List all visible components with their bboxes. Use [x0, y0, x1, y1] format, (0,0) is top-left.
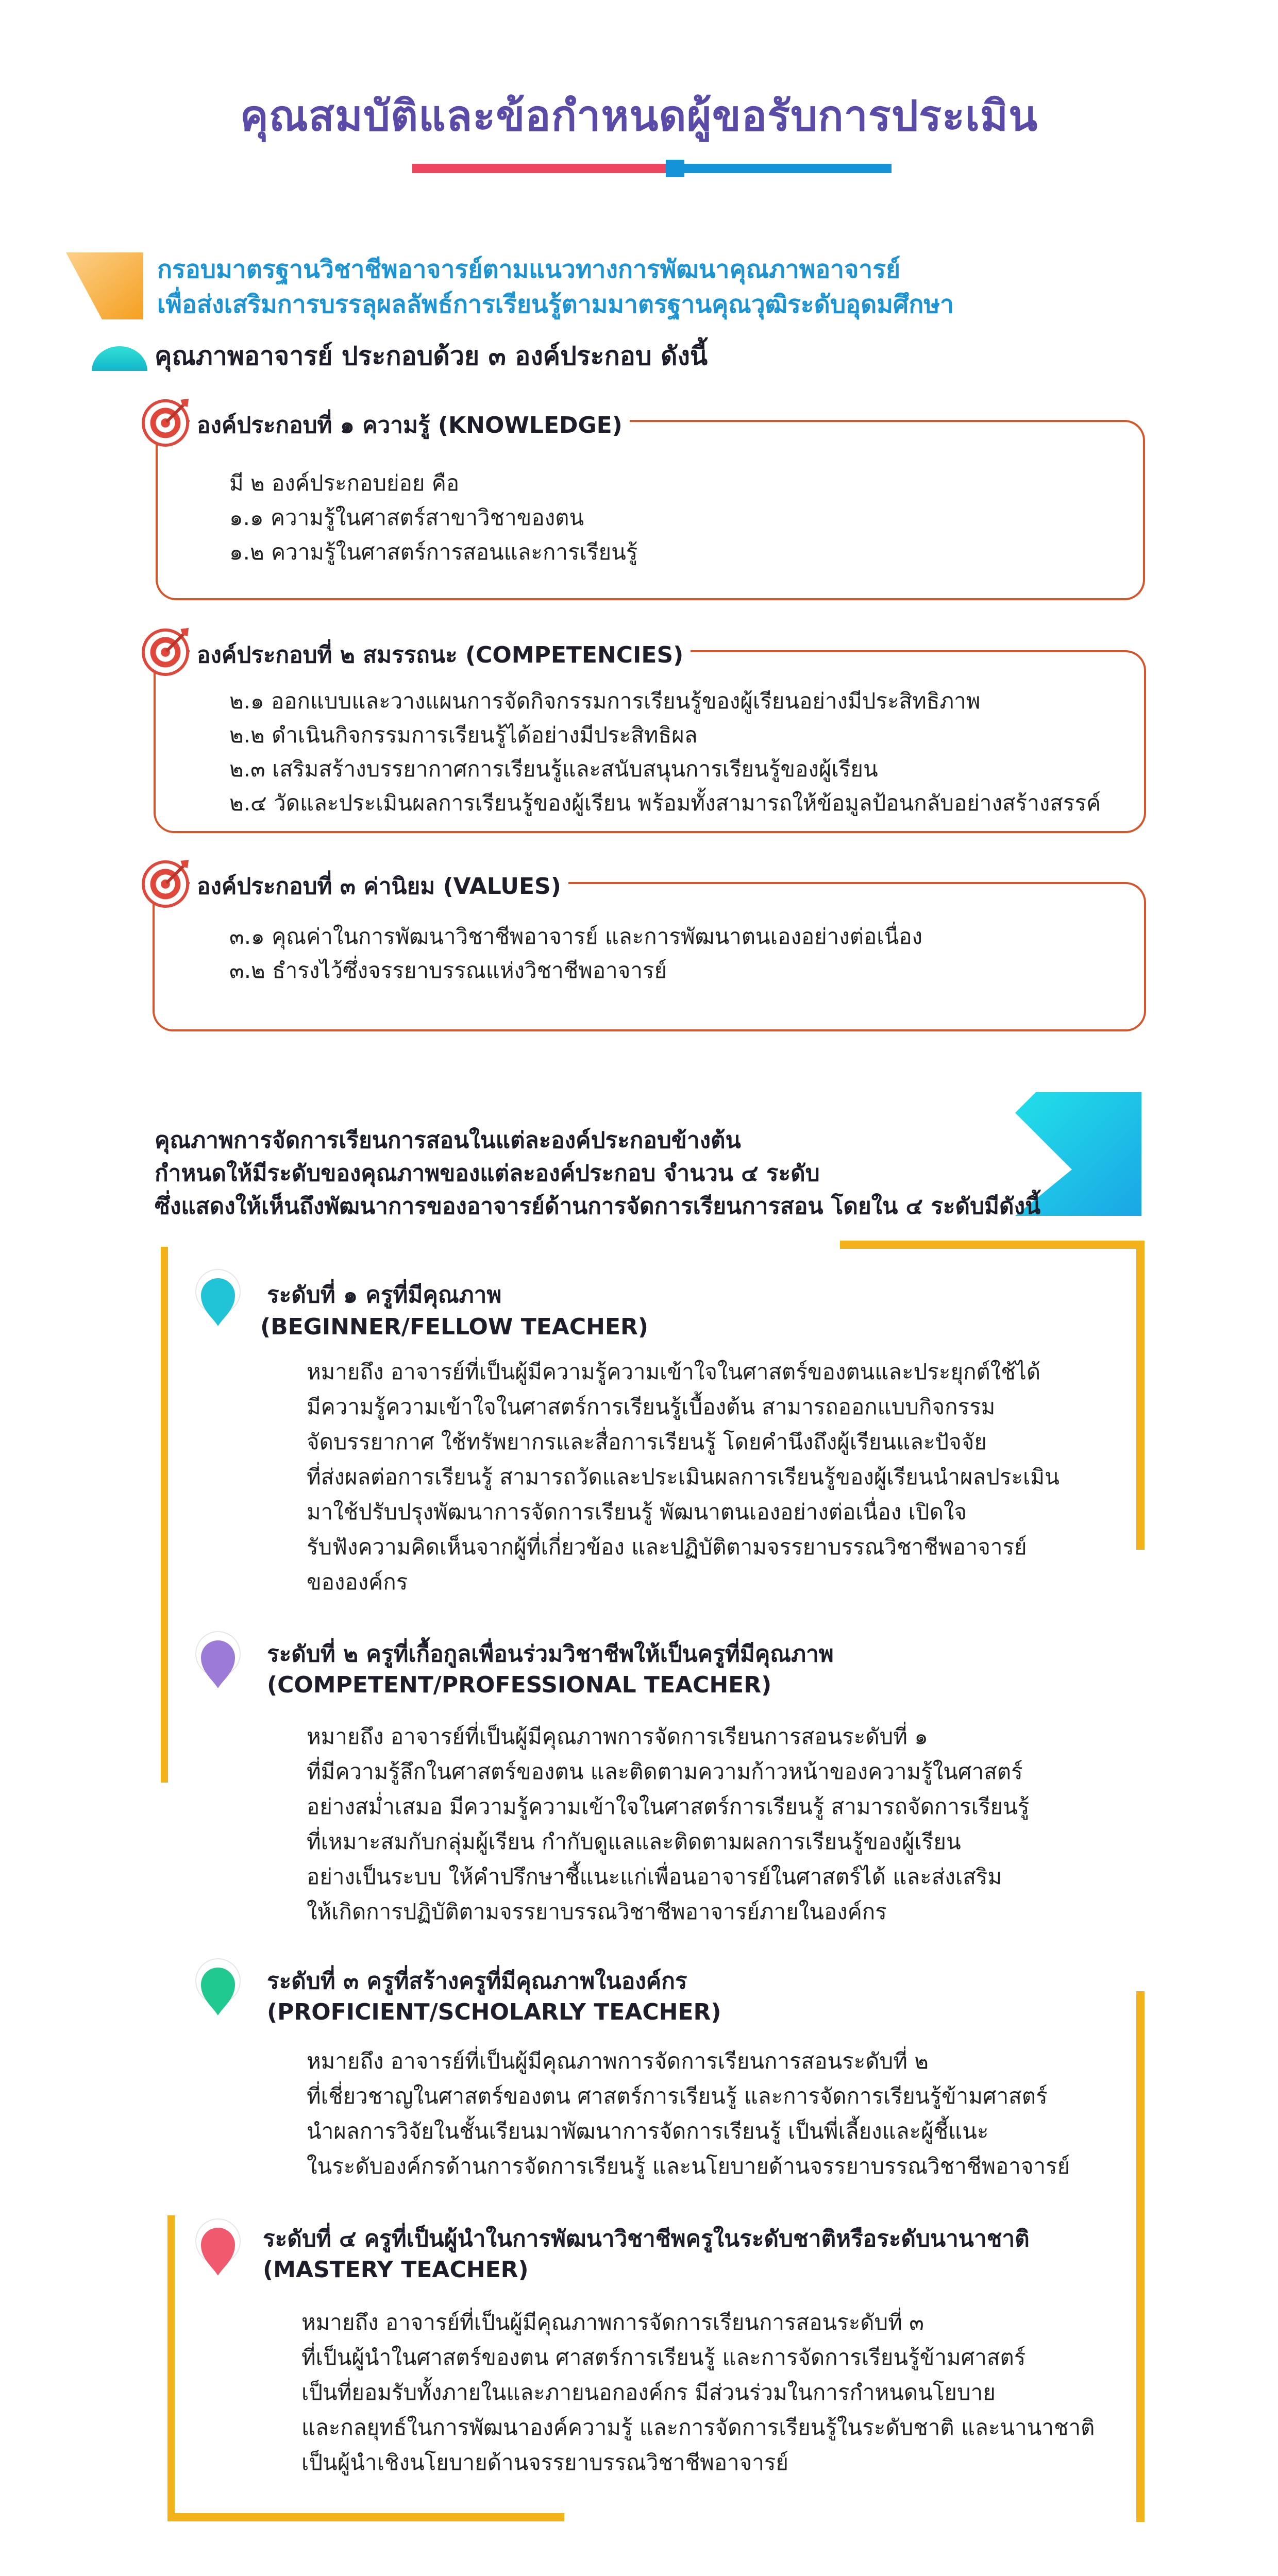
- target-icon: [140, 858, 191, 908]
- target-icon: [140, 397, 191, 447]
- level-3-line-1: หมายถึง อาจารย์ที่เป็นผู้มีคุณภาพการจัดการเรียนการสอนระดับที่ ๒: [307, 2048, 929, 2074]
- yellow-bracket-top: [840, 1241, 1144, 1249]
- quality-paragraph-line-1: คุณภาพการจัดการเรียนการสอนในแต่ละองค์ประกอบข้างต้น: [155, 1127, 741, 1154]
- orange-flag-icon: [66, 252, 143, 319]
- framework-line-1: กรอบมาตรฐานวิชาชีพอาจารย์ตามแนวทางการพัฒนาคุณภาพอาจารย์: [157, 255, 901, 284]
- level-3-title: ระดับที่ ๓ ครูที่สร้างครูที่มีคุณภาพในองค์กร: [267, 1968, 687, 1994]
- yellow-bracket-left-bottom: [167, 2215, 175, 2519]
- red-pin-icon: [195, 2218, 241, 2280]
- level-1-line-3: จัดบรรยากาศ ใช้ทรัพยากรและสื่อการเรียนรู้ โดยคำนึงถึงผู้เรียนและปัจจัย: [307, 1429, 987, 1454]
- level-3-subtitle: (PROFICIENT/SCHOLARLY TEACHER): [267, 1999, 721, 2025]
- green-pin-icon: [195, 1958, 241, 2020]
- level-2-line-4: ที่เหมาะสมกับกลุ่มผู้เรียน กำกับดูแลและติดตามผลการเรียนรู้ของผู้เรียน: [307, 1829, 961, 1854]
- level-1-line-1: หมายถึง อาจารย์ที่เป็นผู้มีความรู้ความเข้าใจในศาสตร์ของตนและประยุกต์ใช้ได้: [307, 1359, 1041, 1384]
- level-4-line-5: เป็นผู้นำเชิงนโยบายด้านจรรยาบรรณวิชาชีพอาจารย์: [301, 2450, 788, 2475]
- yellow-bracket-right-top: [1136, 1241, 1145, 1550]
- level-3-line-4: ในระดับองค์กรด้านการจัดการเรียนรู้ และนโยบายด้านจรรยาบรรณวิชาชีพอาจารย์: [307, 2154, 1070, 2179]
- level-3-line-3: นำผลการวิจัยในชั้นเรียนมาพัฒนาการจัดการเรียนรู้ เป็นพี่เลี้ยงและผู้ชี้แนะ: [307, 2119, 989, 2144]
- level-4-line-1: หมายถึง อาจารย์ที่เป็นผู้มีคุณภาพการจัดการเรียนการสอนระดับที่ ๓: [301, 2310, 924, 2335]
- component-2-line-3: ๒.๓ เสริมสร้างบรรยากาศการเรียนรู้และสนับสนุนการเรียนรู้ของผู้เรียน: [229, 756, 878, 782]
- level-1-subtitle: (BEGINNER/FELLOW TEACHER): [260, 1314, 649, 1340]
- level-2-subtitle: (COMPETENT/PROFESSIONAL TEACHER): [267, 1672, 772, 1698]
- component-3-line-2: ๓.๒ ธำรงไว้ซึ่งจรรยาบรรณแห่งวิชาชีพอาจารย์: [229, 958, 667, 983]
- quality-paragraph-line-2: กำหนดให้มีระดับของคุณภาพของแต่ละองค์ประกอบ จำนวน ๔ ระดับ: [155, 1160, 820, 1187]
- component-2-line-1: ๒.๑ ออกแบบและวางแผนการจัดกิจกรรมการเรียนรู้ของผู้เรียนอย่างมีประสิทธิภาพ: [229, 688, 981, 714]
- level-2-line-3: อย่างสม่ำเสมอ มีความรู้ความเข้าใจในศาสตร์การเรียนรู้ สามารถจัดการเรียนรู้: [307, 1794, 1030, 1819]
- intro-heading: คุณภาพอาจารย์ ประกอบด้วย ๓ องค์ประกอบ ดังนี้: [155, 341, 708, 371]
- level-2-line-6: ให้เกิดการปฏิบัติตามจรรยาบรรณวิชาชีพอาจารย์ภายในองค์กร: [307, 1899, 887, 1924]
- component-title-3: องค์ประกอบที่ ๓ ค่านิยม (VALUES): [190, 868, 568, 904]
- yellow-bracket-left-top: [161, 1247, 168, 1783]
- component-1-line-3: ๑.๒ ความรู้ในศาสตร์การสอนและการเรียนรู้: [229, 539, 638, 565]
- component-title-2: องค์ประกอบที่ ๒ สมรรถนะ (COMPETENCIES): [190, 637, 691, 673]
- level-2-title: ระดับที่ ๒ ครูที่เกื้อกูลเพื่อนร่วมวิชาชีพให้เป็นครูที่มีคุณภาพ: [267, 1641, 834, 1667]
- page-title: คุณสมบัติและข้อกำหนดผู้ขอรับการประเมิน: [240, 92, 1038, 141]
- teal-pin-icon: [195, 1268, 241, 1330]
- level-1-line-7: ขององค์กร: [307, 1569, 408, 1595]
- title-underline-right: [680, 164, 892, 173]
- level-2-line-5: อย่างเป็นระบบ ให้คำปรึกษาชี้แนะแก่เพื่อนอาจารย์ในศาสตร์ได้ และส่งเสริม: [307, 1864, 1002, 1889]
- component-title-1: องค์ประกอบที่ ๑ ความรู้ (KNOWLEDGE): [190, 407, 630, 443]
- yellow-bracket-right-bottom: [1136, 1991, 1145, 2522]
- title-underline-knot: [666, 160, 684, 177]
- purple-pin-icon: [195, 1631, 241, 1692]
- yellow-bracket-bottom: [167, 2513, 564, 2521]
- component-2-line-2: ๒.๒ ดำเนินกิจกรรมการเรียนรู้ได้อย่างมีประสิทธิผล: [229, 722, 698, 748]
- level-1-line-4: ที่ส่งผลต่อการเรียนรู้ สามารถวัดและประเมินผลการเรียนรู้ของผู้เรียนนำผลประเมิน: [307, 1464, 1060, 1489]
- level-4-line-2: ที่เป็นผู้นำในศาสตร์ของตน ศาสตร์การเรียนรู้ และการจัดการเรียนรู้ข้ามศาสตร์: [301, 2345, 1026, 2370]
- level-2-line-2: ที่มีความรู้ลึกในศาสตร์ของตน และติดตามความก้าวหน้าของความรู้ในศาสตร์: [307, 1759, 1023, 1784]
- level-3-line-2: ที่เชี่ยวชาญในศาสตร์ของตน ศาสตร์การเรียนรู้ และการจัดการเรียนรู้ข้ามศาสตร์: [307, 2083, 1048, 2109]
- title-underline-left: [412, 164, 670, 173]
- quality-paragraph-line-3: ซึ่งแสดงให้เห็นถึงพัฒนาการของอาจารย์ด้านการจัดการเรียนการสอน โดยใน ๔ ระดับมีดังนี้: [155, 1193, 1041, 1219]
- level-1-line-2: มีความรู้ความเข้าใจในศาสตร์การเรียนรู้เบื้องต้น สามารถออกแบบกิจกรรม: [307, 1394, 996, 1419]
- level-4-title: ระดับที่ ๔ ครูที่เป็นผู้นำในการพัฒนาวิชาชีพครูในระดับชาติหรือระดับนานาชาติ: [263, 2226, 1030, 2252]
- component-1-line-1: มี ๒ องค์ประกอบย่อย คือ: [229, 470, 460, 496]
- teal-semicircle-icon: [92, 346, 147, 371]
- level-4-line-3: เป็นที่ยอมรับทั้งภายในและภายนอกองค์กร มีส่วนร่วมในการกำหนดนโยบาย: [301, 2380, 996, 2405]
- framework-line-2: เพื่อส่งเสริมการบรรลุผลลัพธ์การเรียนรู้ตามมาตรฐานคุณวุฒิระดับอุดมศึกษา: [157, 290, 954, 319]
- level-2-line-1: หมายถึง อาจารย์ที่เป็นผู้มีคุณภาพการจัดการเรียนการสอนระดับที่ ๑: [307, 1724, 928, 1749]
- target-icon: [140, 626, 191, 676]
- level-4-subtitle: (MASTERY TEACHER): [263, 2257, 529, 2283]
- level-4-line-4: และกลยุทธ์ในการพัฒนาองค์ความรู้ และการจัดการเรียนรู้ในระดับชาติ และนานาชาติ: [301, 2415, 1095, 2440]
- component-2-line-4: ๒.๔ วัดและประเมินผลการเรียนรู้ของผู้เรียน พร้อมทั้งสามารถให้ข้อมูลป้อนกลับอย่างสร้างสรรค์: [229, 790, 1101, 816]
- component-1-line-2: ๑.๑ ความรู้ในศาสตร์สาขาวิชาของตน: [229, 505, 584, 530]
- level-1-title: ระดับที่ ๑ ครูที่มีคุณภาพ: [267, 1282, 502, 1308]
- component-3-line-1: ๓.๑ คุณค่าในการพัฒนาวิชาชีพอาจารย์ และการพัฒนาตนเองอย่างต่อเนื่อง: [229, 924, 923, 949]
- level-1-line-6: รับฟังความคิดเห็นจากผู้ที่เกี่ยวข้อง และปฏิบัติตามจรรยาบรรณวิชาชีพอาจารย์: [307, 1534, 1027, 1560]
- level-1-line-5: มาใช้ปรับปรุงพัฒนาการจัดการเรียนรู้ พัฒนาตนเองอย่างต่อเนื่อง เปิดใจ: [307, 1499, 967, 1524]
